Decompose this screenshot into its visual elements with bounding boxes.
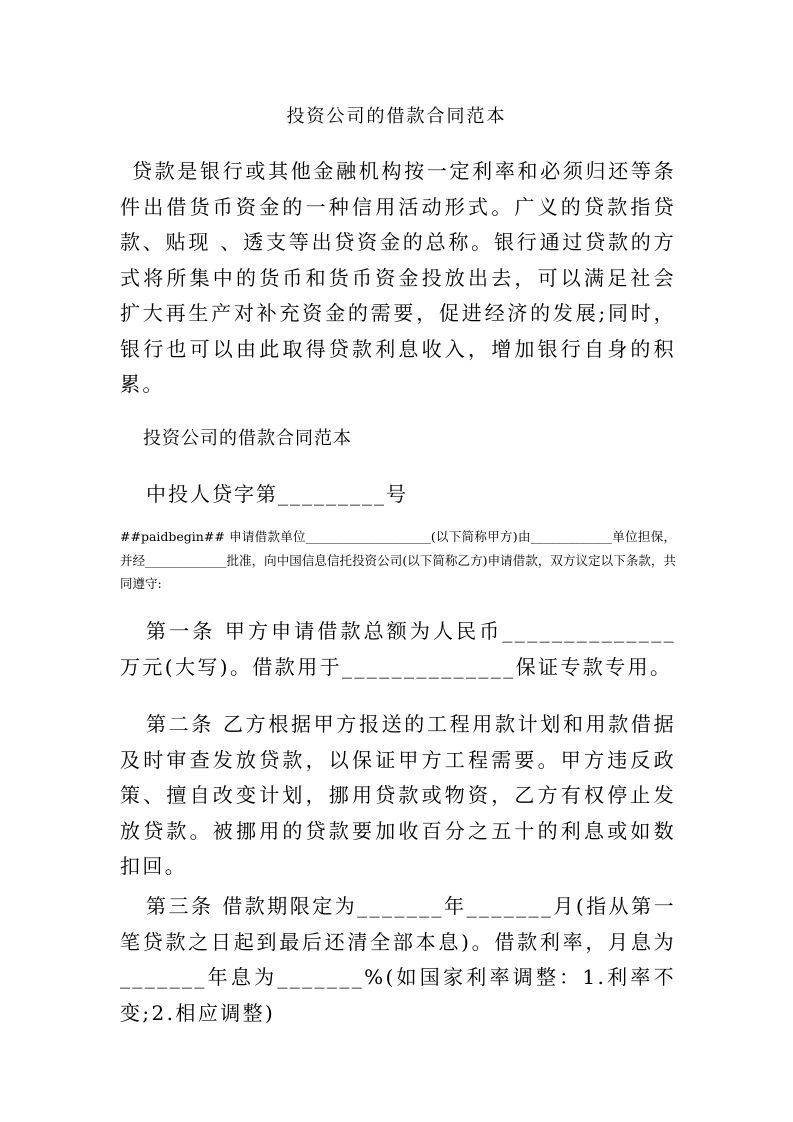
document-subtitle: 投资公司的借款合同范本 — [143, 428, 352, 449]
article-1: 第一条 甲方申请借款总额为人民币______________万元(大写)。借款用于______________保证专款专用。 — [120, 619, 676, 679]
article-3: 第三条 借款期限定为_______年_______月(指从第一笔贷款之日起到最后还清全部本息)。借款利率，月息为_______年息为_______%(如国家利率调整：1.利率不变;2.相应调整) — [120, 894, 676, 1025]
preamble-paragraph: ##paidbegin## 申请借款单位____________________(以下简称甲方)由_____________单位担保，并经_____________批准，向中国信息信托投资公司(以下简称乙方)申请借款，双方议定以下条款，共同遵守: — [120, 529, 676, 591]
intro-paragraph: 贷款是银行或其他金融机构按一定利率和必须归还等条件出借货币资金的一种信用活动形式。广义的贷款指贷款、贴现 、透支等出贷资金的总称。银行通过贷款的方式将所集中的货币和货币资金投放出去，可以满足社会扩大再生产对补充资金的需要，促进经济的发展;同时，银行也可以由此取得贷款利息收入，增加银行自身的积累。 — [120, 159, 676, 396]
document-title: 投资公司的借款合同范本 — [286, 106, 507, 127]
article-2: 第二条 乙方根据甲方报送的工程用款计划和用款借据及时审查发放贷款，以保证甲方工程需要。甲方违反政策、擅自改变计划，挪用贷款或物资，乙方有权停止发放贷款。被挪用的贷款要加收百分之五十的利息或如数扣回。 — [120, 712, 676, 878]
document-number: 中投人贷字第_________号 — [146, 482, 408, 506]
